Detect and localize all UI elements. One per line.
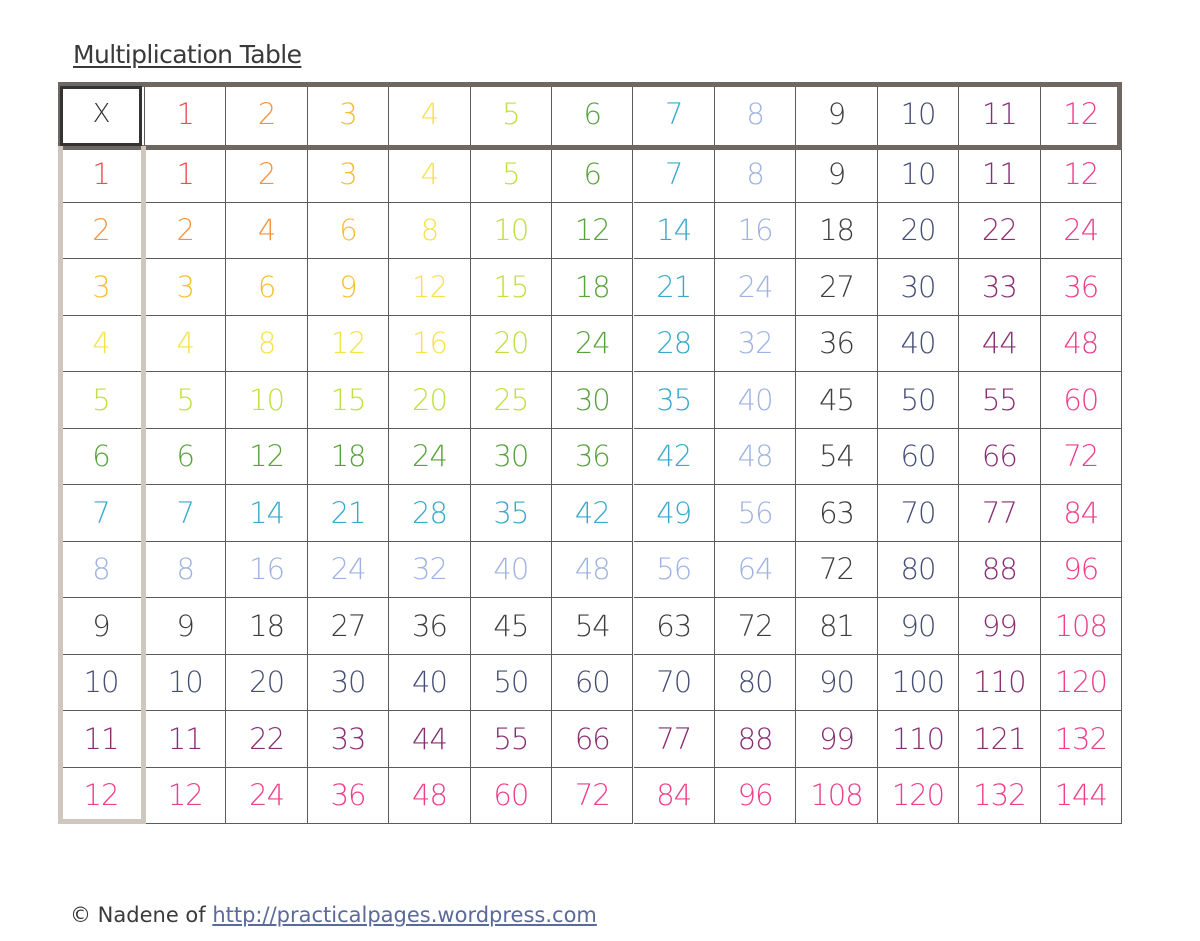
header-row-11: 11 [58,711,145,768]
product-cell: 70 [634,655,715,712]
header-row-5: 5 [58,372,145,429]
product-cell: 24 [308,542,389,599]
header-col-1: 1 [145,82,226,146]
product-cell: 48 [715,429,796,486]
product-cell: 77 [634,711,715,768]
product-cell: 40 [471,542,552,599]
product-cell: 72 [715,598,796,655]
product-cell: 30 [471,429,552,486]
header-row-10: 10 [58,655,145,712]
product-cell: 9 [796,146,877,203]
product-cell: 12 [552,203,633,260]
product-cell: 84 [1041,485,1122,542]
product-cell: 28 [634,316,715,373]
product-cell: 90 [796,655,877,712]
product-cell: 3 [308,146,389,203]
product-cell: 66 [552,711,633,768]
product-cell: 24 [226,768,307,825]
product-cell: 4 [145,316,226,373]
product-cell: 21 [634,259,715,316]
product-cell: 24 [552,316,633,373]
product-cell: 36 [796,316,877,373]
header-row-9: 9 [58,598,145,655]
product-cell: 132 [959,768,1040,825]
product-cell: 55 [959,372,1040,429]
product-cell: 11 [145,711,226,768]
header-col-6: 6 [552,82,633,146]
product-cell: 7 [145,485,226,542]
product-cell: 96 [715,768,796,825]
corner-x-label: X [58,82,145,146]
product-cell: 6 [145,429,226,486]
copyright-text: © Nadene of [70,903,213,927]
product-cell: 121 [959,711,1040,768]
product-cell: 45 [471,598,552,655]
header-col-12: 12 [1041,82,1122,146]
header-row-3: 3 [58,259,145,316]
product-cell: 5 [471,146,552,203]
product-cell: 72 [1041,429,1122,486]
product-cell: 10 [471,203,552,260]
product-cell: 70 [878,485,959,542]
product-cell: 100 [878,655,959,712]
product-cell: 40 [715,372,796,429]
product-cell: 84 [634,768,715,825]
product-cell: 24 [1041,203,1122,260]
product-cell: 99 [796,711,877,768]
product-cell: 49 [634,485,715,542]
product-cell: 36 [1041,259,1122,316]
product-cell: 4 [226,203,307,260]
product-cell: 63 [796,485,877,542]
product-cell: 110 [959,655,1040,712]
product-cell: 108 [1041,598,1122,655]
product-cell: 18 [796,203,877,260]
product-cell: 48 [389,768,470,825]
product-cell: 8 [715,146,796,203]
product-cell: 35 [471,485,552,542]
product-cell: 30 [552,372,633,429]
product-cell: 45 [796,372,877,429]
product-cell: 14 [226,485,307,542]
product-cell: 16 [389,316,470,373]
product-cell: 12 [226,429,307,486]
product-cell: 96 [1041,542,1122,599]
multiplication-grid [58,82,1122,824]
source-link[interactable]: http://practicalpages.wordpress.com [212,903,597,927]
header-row-8: 8 [58,542,145,599]
product-cell: 6 [226,259,307,316]
product-cell: 9 [145,598,226,655]
product-cell: 42 [552,485,633,542]
product-cell: 80 [878,542,959,599]
product-cell: 54 [552,598,633,655]
product-cell: 77 [959,485,1040,542]
product-cell: 55 [471,711,552,768]
product-cell: 18 [226,598,307,655]
header-col-5: 5 [471,82,552,146]
header-col-3: 3 [308,82,389,146]
product-cell: 64 [715,542,796,599]
product-cell: 72 [796,542,877,599]
product-cell: 63 [634,598,715,655]
product-cell: 20 [878,203,959,260]
product-cell: 66 [959,429,1040,486]
product-cell: 20 [389,372,470,429]
header-row-7: 7 [58,485,145,542]
product-cell: 27 [796,259,877,316]
product-cell: 12 [308,316,389,373]
product-cell: 30 [878,259,959,316]
header-row-4: 4 [58,316,145,373]
product-cell: 12 [145,768,226,825]
product-cell: 28 [389,485,470,542]
product-cell: 24 [389,429,470,486]
product-cell: 72 [552,768,633,825]
product-cell: 40 [878,316,959,373]
product-cell: 8 [389,203,470,260]
product-cell: 42 [634,429,715,486]
product-cell: 8 [145,542,226,599]
product-cell: 15 [471,259,552,316]
product-cell: 32 [715,316,796,373]
header-col-8: 8 [715,82,796,146]
product-cell: 2 [145,203,226,260]
product-cell: 10 [878,146,959,203]
product-cell: 11 [959,146,1040,203]
product-cell: 6 [552,146,633,203]
header-col-9: 9 [796,82,877,146]
product-cell: 35 [634,372,715,429]
product-cell: 21 [308,485,389,542]
product-cell: 1 [145,146,226,203]
product-cell: 88 [959,542,1040,599]
product-cell: 40 [389,655,470,712]
product-cell: 27 [308,598,389,655]
header-col-2: 2 [226,82,307,146]
product-cell: 10 [226,372,307,429]
product-cell: 48 [1041,316,1122,373]
product-cell: 3 [145,259,226,316]
header-row-12: 12 [58,768,145,825]
product-cell: 25 [471,372,552,429]
product-cell: 60 [552,655,633,712]
product-cell: 108 [796,768,877,825]
header-col-4: 4 [389,82,470,146]
product-cell: 8 [226,316,307,373]
product-cell: 144 [1041,768,1122,825]
product-cell: 20 [471,316,552,373]
product-cell: 110 [878,711,959,768]
product-cell: 20 [226,655,307,712]
header-row-1: 1 [58,146,145,203]
header-col-11: 11 [959,82,1040,146]
product-cell: 48 [552,542,633,599]
product-cell: 10 [145,655,226,712]
product-cell: 5 [145,372,226,429]
product-cell: 18 [308,429,389,486]
product-cell: 60 [878,429,959,486]
product-cell: 12 [1041,146,1122,203]
product-cell: 22 [226,711,307,768]
product-cell: 36 [552,429,633,486]
product-cell: 132 [1041,711,1122,768]
product-cell: 22 [959,203,1040,260]
product-cell: 16 [226,542,307,599]
product-cell: 16 [715,203,796,260]
header-col-7: 7 [634,82,715,146]
product-cell: 36 [308,768,389,825]
product-cell: 54 [796,429,877,486]
header-row-2: 2 [58,203,145,260]
product-cell: 9 [308,259,389,316]
product-cell: 120 [878,768,959,825]
product-cell: 4 [389,146,470,203]
product-cell: 30 [308,655,389,712]
header-row-6: 6 [58,429,145,486]
product-cell: 14 [634,203,715,260]
product-cell: 24 [715,259,796,316]
product-cell: 12 [389,259,470,316]
product-cell: 120 [1041,655,1122,712]
product-cell: 60 [471,768,552,825]
product-cell: 50 [878,372,959,429]
product-cell: 6 [308,203,389,260]
product-cell: 32 [389,542,470,599]
product-cell: 60 [1041,372,1122,429]
product-cell: 7 [634,146,715,203]
product-cell: 56 [715,485,796,542]
product-cell: 80 [715,655,796,712]
header-col-10: 10 [878,82,959,146]
page-title: Multiplication Table [73,40,302,69]
product-cell: 81 [796,598,877,655]
product-cell: 44 [959,316,1040,373]
product-cell: 90 [878,598,959,655]
product-cell: 33 [959,259,1040,316]
product-cell: 44 [389,711,470,768]
product-cell: 2 [226,146,307,203]
footer [70,903,597,927]
product-cell: 50 [471,655,552,712]
product-cell: 99 [959,598,1040,655]
product-cell: 56 [634,542,715,599]
product-cell: 18 [552,259,633,316]
product-cell: 33 [308,711,389,768]
product-cell: 88 [715,711,796,768]
product-cell: 36 [389,598,470,655]
product-cell: 15 [308,372,389,429]
